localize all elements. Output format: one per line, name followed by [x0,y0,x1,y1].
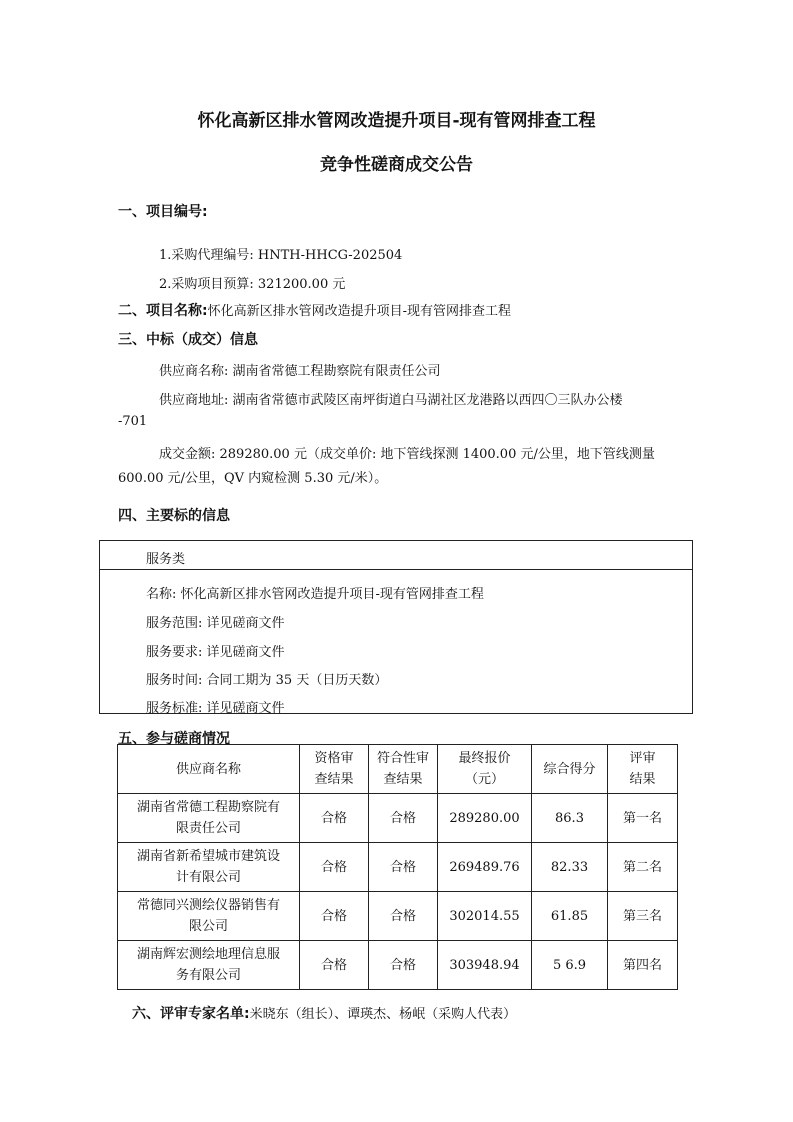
cell-rank: 第三名 [608,892,678,941]
table-row [118,843,678,892]
document-title-line1: 怀化高新区排水管网改造提升项目-现有管网排查工程 [197,111,596,131]
table-header-row [118,745,678,794]
service-standard: 服务标准: 详见磋商文件 [146,701,285,716]
cell-rank: 第四名 [608,941,678,990]
project-name-value: 怀化高新区排水管网改造提升项目-现有管网排查工程 [207,304,512,319]
section6-heading: 六、评审专家名单: [132,1006,250,1022]
cell-supplier-name: 湖南省常德工程勘察院有 限责任公司 [118,794,300,843]
cell-supplier-name: 湖南辉宏测绘地理信息服 务有限公司 [118,941,300,990]
bidding-results-table [117,744,678,990]
service-requirements: 服务要求: 详见磋商文件 [146,645,285,660]
expert-list-value: 米晓东（组长）、谭瑛杰、杨岷（采购人代表） [249,1007,517,1022]
service-scope: 服务范围: 详见磋商文件 [146,616,285,631]
section1-item-budget: 2.采购项目预算: 321200.00 元 [159,277,346,292]
cell-qualification: 合格 [300,843,369,892]
col-header-supplier-name: 供应商名称 [118,745,300,794]
document-title-line2: 竞争性磋商成交公告 [320,155,473,175]
service-category-label: 服务类 [146,552,186,567]
supplier-address-line2: -701 [118,414,148,429]
cell-score: 5 6.9 [532,941,608,990]
subject-name: 名称: 怀化高新区排水管网改造提升项目-现有管网排查工程 [146,587,484,602]
col-header-conformity: 符合性审 查结果 [369,745,438,794]
cell-qualification: 合格 [300,941,369,990]
cell-qualification: 合格 [300,892,369,941]
section2 [118,300,511,320]
cell-price: 289280.00 [438,794,532,843]
deal-amount-line1: 成交金额: 289280.00 元（成交单价: 地下管线探测 1400.00 元/公里，地下管线测量 [159,447,655,462]
cell-conformity: 合格 [369,843,438,892]
service-time: 服务时间: 合同工期为 35 天（日历天数） [146,673,388,688]
section5-heading: 五、参与磋商情况 [118,731,230,747]
table-row [118,794,678,843]
cell-score: 82.33 [532,843,608,892]
cell-supplier-name: 湖南省新希望城市建筑设 计有限公司 [118,843,300,892]
section2-heading: 二、项目名称: [118,303,208,319]
table-row [118,941,678,990]
col-header-result: 评审 结果 [608,745,678,794]
cell-price: 303948.94 [438,941,532,990]
section4-heading: 四、主要标的信息 [118,508,230,524]
supplier-name: 供应商名称: 湖南省常德工程勘察院有限责任公司 [159,364,441,379]
cell-rank: 第二名 [608,843,678,892]
cell-score: 86.3 [532,794,608,843]
cell-conformity: 合格 [369,892,438,941]
cell-price: 269489.76 [438,843,532,892]
cell-rank: 第一名 [608,794,678,843]
section1-heading: 一、项目编号: [118,204,208,220]
subject-info-header [100,541,692,570]
col-header-final-price: 最终报价 （元） [438,745,532,794]
col-header-score: 综合得分 [532,745,608,794]
section1-item-agency-number: 1.采购代理编号: HNTH-HHCG-202504 [159,248,403,263]
supplier-address-line1: 供应商地址: 湖南省常德市武陵区南坪街道白马湖社区龙港路以西四〇三队办公楼 [159,393,623,408]
subject-info-box [99,540,693,714]
cell-conformity: 合格 [369,794,438,843]
deal-amount-line2: 600.00 元/公里，QV 内窥检测 5.30 元/米）。 [118,471,388,486]
section6 [132,1003,516,1023]
table-row [118,892,678,941]
cell-price: 302014.55 [438,892,532,941]
cell-score: 61.85 [532,892,608,941]
cell-conformity: 合格 [369,941,438,990]
cell-supplier-name: 常德同兴测绘仪器销售有 限公司 [118,892,300,941]
col-header-qualification: 资格审 查结果 [300,745,369,794]
section3-heading: 三、中标（成交）信息 [118,332,258,348]
cell-qualification: 合格 [300,794,369,843]
